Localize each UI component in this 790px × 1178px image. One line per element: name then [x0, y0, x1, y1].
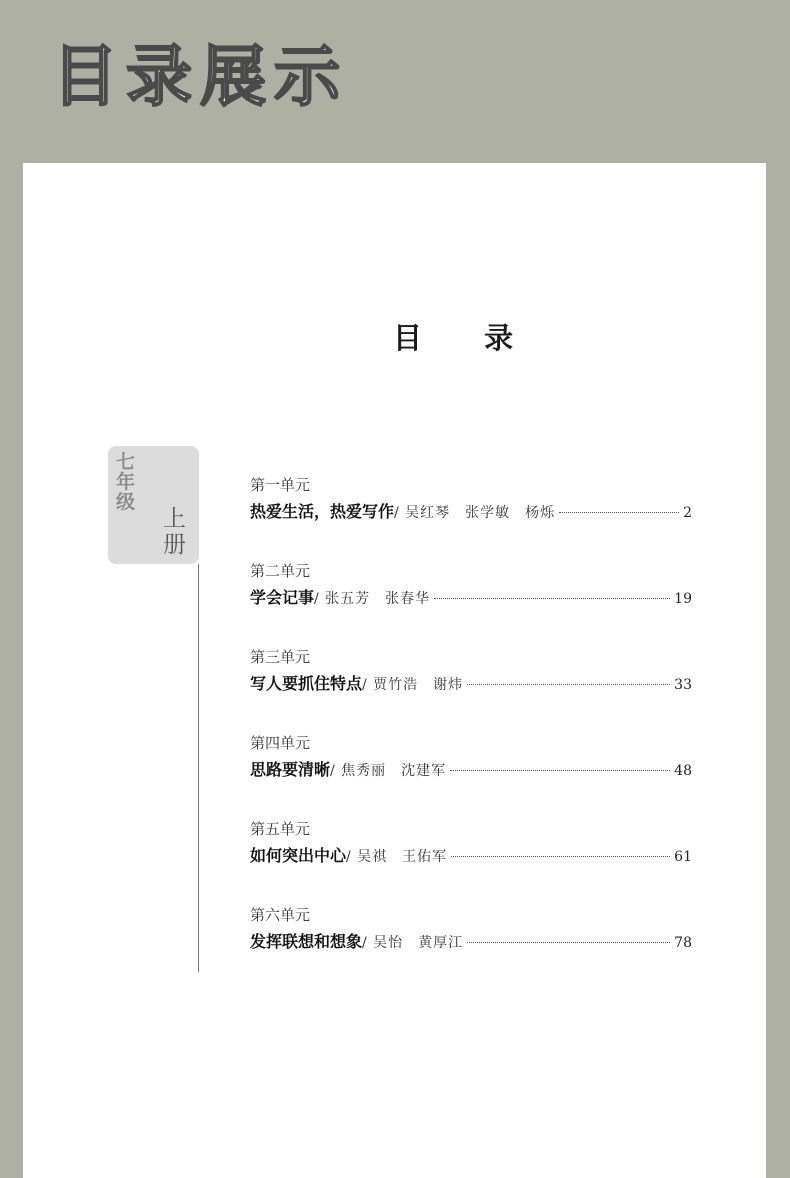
- page-number: 2: [683, 505, 692, 521]
- unit-label: 第三单元: [250, 648, 311, 666]
- entry-authors: / 张五芳 张春华: [314, 591, 431, 607]
- entry-authors: / 焦秀丽 沈建军: [330, 763, 447, 779]
- entry-title: 热爱生活，热爱写作: [250, 502, 395, 521]
- entry-authors: / 贾竹浩 谢炜: [362, 677, 464, 693]
- toc-unit: [250, 647, 692, 695]
- grade-level-label: 七年级: [116, 451, 136, 513]
- unit-label: 第一单元: [250, 476, 311, 494]
- unit-label: 第二单元: [250, 562, 311, 580]
- toc-entry[interactable]: [250, 760, 692, 781]
- toc-entry[interactable]: [250, 502, 692, 523]
- toc-entry[interactable]: [250, 588, 692, 609]
- page-number: 48: [674, 763, 692, 779]
- divider-line: [198, 564, 199, 972]
- grade-volume-label: 上册: [163, 506, 186, 558]
- unit-label: 第六单元: [250, 906, 311, 924]
- banner-title: 目录展示: [52, 38, 348, 115]
- toc-entry[interactable]: [250, 674, 692, 695]
- toc-entry[interactable]: [250, 932, 692, 953]
- page-number: 19: [674, 591, 692, 607]
- dot-leader: [434, 598, 670, 599]
- toc-unit: [250, 561, 692, 609]
- entry-title: 思路要清晰: [250, 760, 331, 779]
- entry-title: 发挥联想和想象: [250, 932, 363, 951]
- toc-unit: [250, 733, 692, 781]
- dot-leader: [467, 942, 670, 943]
- entry-authors: / 吴祺 王佑军: [346, 849, 448, 865]
- toc-entry[interactable]: [250, 846, 692, 867]
- entry-title: 如何突出中心: [250, 846, 347, 865]
- dot-leader: [451, 856, 670, 857]
- unit-label: 第四单元: [250, 734, 311, 752]
- toc-title: 目 录: [393, 321, 540, 355]
- entry-title: 学会记事: [250, 588, 315, 607]
- toc-unit: [250, 475, 692, 523]
- dot-leader: [467, 684, 670, 685]
- entry-title: 写人要抓住特点: [250, 674, 363, 693]
- page-number: 61: [674, 849, 692, 865]
- page-number: 78: [674, 935, 692, 951]
- dot-leader: [559, 512, 679, 513]
- entry-authors: / 吴红琴 张学敏 杨烁: [394, 505, 556, 521]
- entry-authors: / 吴怡 黄厚江: [362, 935, 464, 951]
- page-number: 33: [674, 677, 692, 693]
- unit-label: 第五单元: [250, 820, 311, 838]
- dot-leader: [450, 770, 670, 771]
- toc-unit: [250, 905, 692, 953]
- toc-unit: [250, 819, 692, 867]
